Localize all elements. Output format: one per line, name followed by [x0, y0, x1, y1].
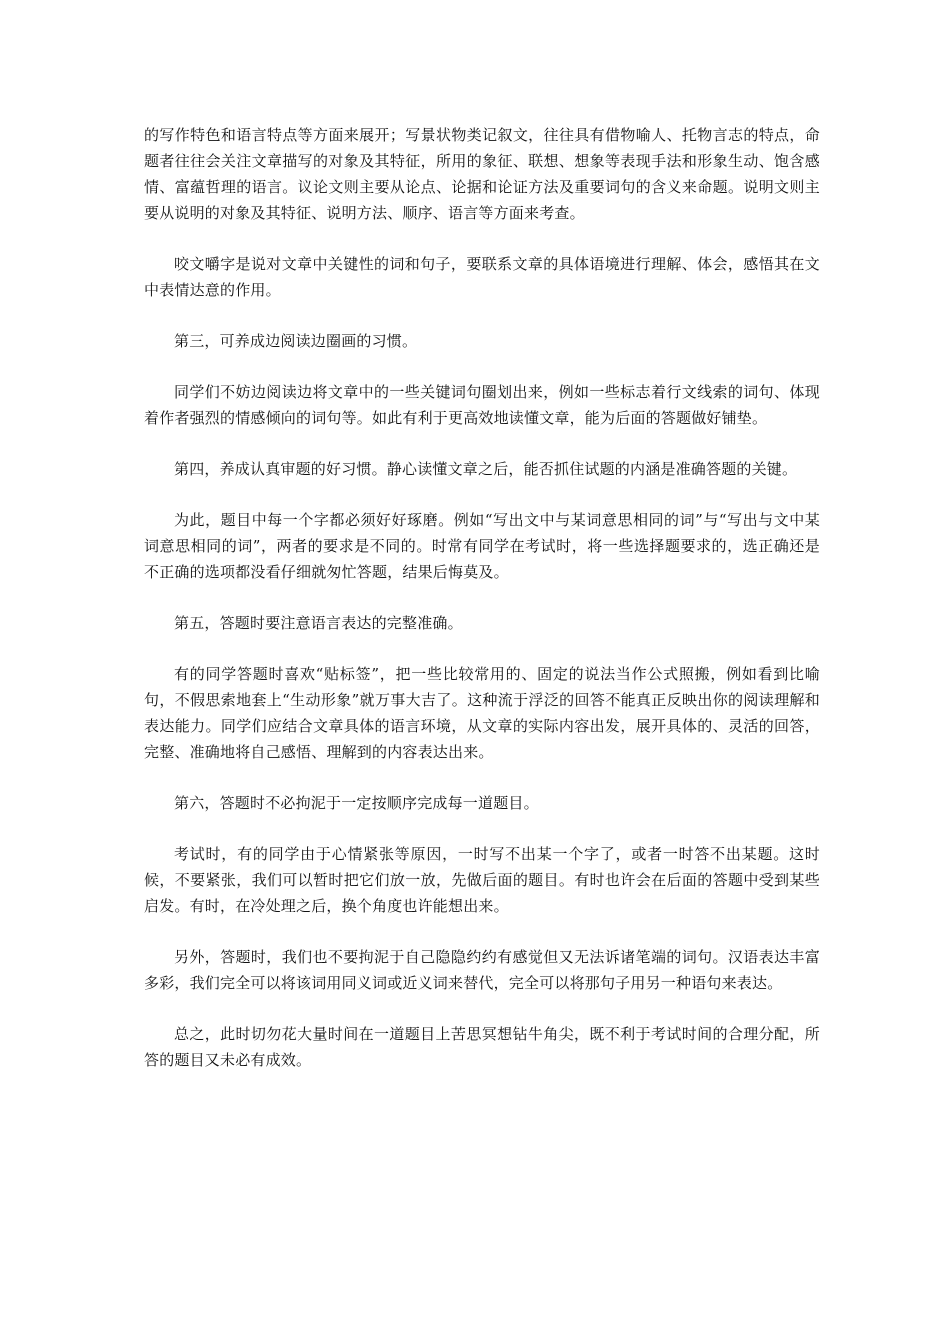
paragraph-continuation: 的写作特色和语言特点等方面来展开；写景状物类记叙文，往往具有借物喻人、托物言志的特点，命题者往往会关注文章描写的对象及其特征，所用的象征、联想、想象等表现手法和形象生动、饱含感情、富蕴哲理的语言。议论文则主要从论点、论据和论证方法及重要词句的含义来命题。说明文则主要从说明的对象及其特征、说明方法、顺序、语言等方面来考查。 [144, 126, 820, 222]
document-body [144, 122, 820, 1098]
paragraph-synonyms: 另外，答题时，我们也不要拘泥于自己隐隐约约有感觉但又无法诉诸笔端的词句。汉语表达丰富多彩，我们完全可以将该词用同义词或近义词来替代，完全可以将那句子用另一种语句来表达。 [144, 948, 820, 992]
paragraph-conclusion: 总之，此时切勿花大量时间在一道题目上苦思冥想钻牛角尖，既不利于考试时间的合理分配，所答的题目又未必有成效。 [144, 1025, 820, 1069]
paragraph-labels: 有的同学答题时喜欢“贴标签”，把一些比较常用的、固定的说法当作公式照搬，例如看到比喻句，不假思索地套上“生动形象”就万事大吉了。这种流于浮泛的回答不能真正反映出你的阅读理解和表达能力。同学们应结合文章具体的语言环境，从文章的实际内容出发，展开具体的、灵活的回答，完整、准确地将自己感悟、理解到的内容表达出来。 [144, 665, 820, 761]
section-heading-four: 第四，养成认真审题的好习惯。静心读懂文章之后，能否抓住试题的内涵是准确答题的关键。 [174, 460, 798, 478]
paragraph-examining-questions: 为此，题目中每一个字都必须好好琢磨。例如“写出文中与某词意思相同的词”与“写出与文中某词意思相同的词”，两者的要求是不同的。时常有同学在考试时，将一些选择题要求的，选正确还是不正确的选项都没看仔细就匆忙答题，结果后悔莫及。 [144, 511, 820, 581]
paragraph-exam-tension: 考试时，有的同学由于心情紧张等原因，一时写不出某一个字了，或者一时答不出某题。这时候，不要紧张，我们可以暂时把它们放一放，先做后面的题目。有时也许会在后面的答题中受到某些启发。有时，在冷处理之后，换个角度也许能想出来。 [144, 845, 820, 915]
section-heading-six: 第六，答题时不必拘泥于一定按顺序完成每一道题目。 [174, 794, 539, 812]
section-heading-three: 第三，可养成边阅读边圈画的习惯。 [174, 332, 418, 350]
paragraph-annotating: 同学们不妨边阅读边将文章中的一些关键词句圈划出来，例如一些标志着行文线索的词句、体现着作者强烈的情感倾向的词句等。如此有利于更高效地读懂文章，能为后面的答题做好铺垫。 [144, 383, 820, 427]
paragraph-chewing-words: 咬文嚼字是说对文章中关键性的词和句子，要联系文章的具体语境进行理解、体会，感悟其在文中表情达意的作用。 [144, 255, 820, 299]
section-heading-five: 第五，答题时要注意语言表达的完整准确。 [174, 614, 463, 632]
